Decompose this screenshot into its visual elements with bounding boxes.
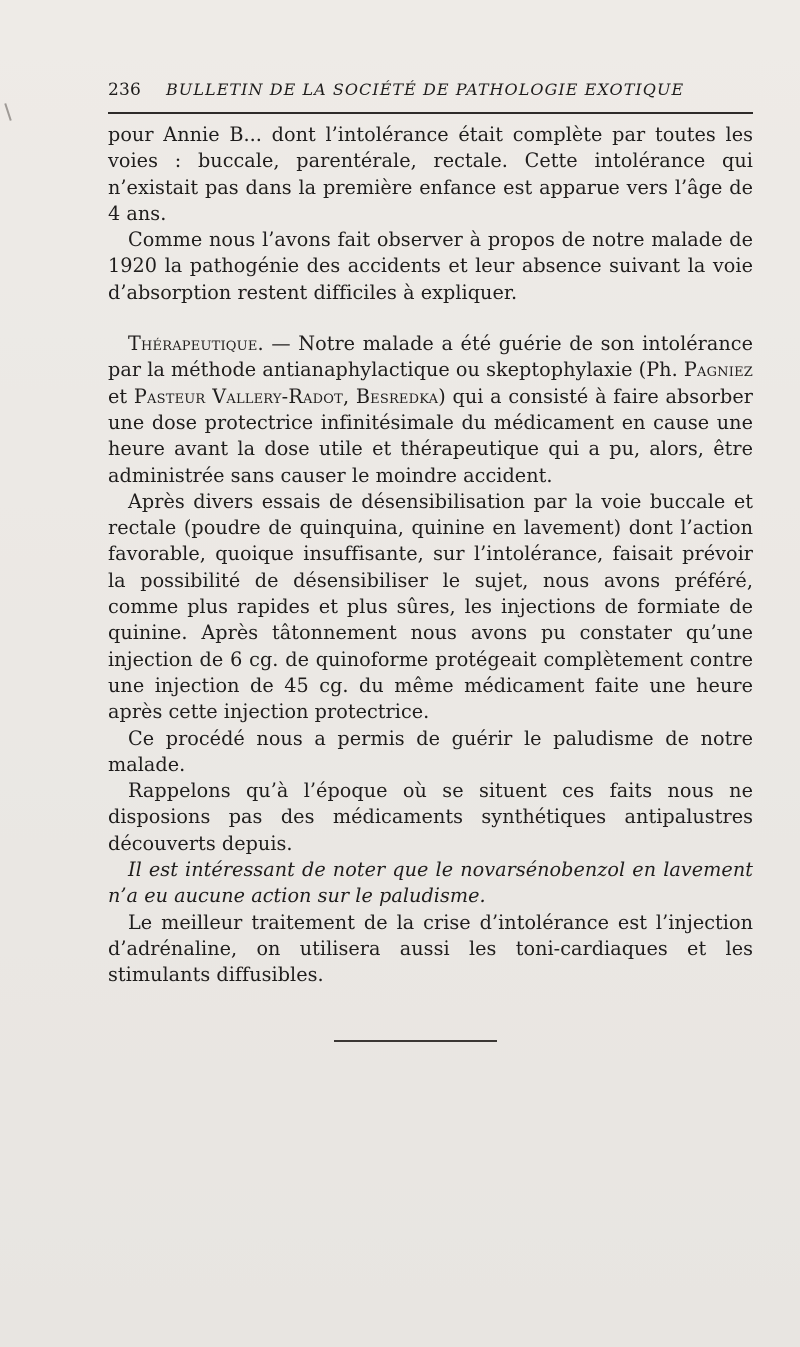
journal-title: BULLETIN DE LA SOCIÉTÉ DE PATHOLOGIE EXOTIQUE: [166, 80, 685, 99]
page-header: [108, 78, 753, 106]
margin-mark: [4, 103, 11, 121]
author-name-besredka: Besredka: [355, 384, 439, 408]
section-spacer: [108, 306, 753, 331]
header-rule: [108, 112, 753, 114]
therapeutics-text-1: — Notre malade a été guérie de son intolérance par la méthode antianaphylactique ou skeptophylaxie (Ph.: [108, 332, 753, 382]
paragraph-novarsenobenzol: Il est intéressant de noter que le novarsénobenzol en lavement n’a eu aucune action sur le paludisme.: [108, 858, 753, 908]
paragraph-cure: Ce procédé nous a permis de guérir le paludisme de notre malade.: [108, 726, 753, 776]
paragraph-therapeutics: [108, 331, 753, 489]
therapeutics-text-3: ,: [342, 384, 356, 408]
author-name-pasteur-vallery-radot: Pasteur Vallery-Radot: [133, 384, 343, 408]
therapeutics-text-2: et: [108, 384, 134, 408]
closing-rule: [334, 1040, 497, 1042]
section-label: Thérapeutique.: [128, 332, 264, 356]
paragraph-continuation: pour Annie B... dont l’intolérance était complète par toutes les voies : buccale, parentérale, rectale. Cette intolérance qui n’existait pas dans la première enfance est apparue vers l’âge de 4 ans.: [108, 123, 753, 225]
page-number: 236: [108, 80, 142, 100]
article-body: [108, 122, 753, 989]
paragraph-treatment: Le meilleur traitement de la crise d’intolérance est l’injection d’adrénaline, on utilisera aussi les toni-cardiaques et les stimulants diffusibles.: [108, 910, 753, 987]
paragraph-historical-note: Rappelons qu’à l’époque où se situent ces faits nous ne disposions pas des médicaments synthétiques antipalustres découverts depuis.: [108, 779, 753, 855]
paragraph-desensitization: Après divers essais de désensibilisation par la voie buccale et rectale (poudre de quinquina, quinine en lavement) dont l’action favorable, quoique insuffisante, sur l’intolérance, faisait prévoir la possibilité de désensibiliser le sujet, nous avons préféré, comme plus rapides et plus sûres, les injections de formiate de quinine. Après tâtonnement nous avons pu constater qu’une injection de 6 cg. de quinoforme protégeait complètement contre une injection de 45 cg. du même médicament faite une heure après cette injection protectrice.: [108, 489, 753, 724]
therapeutics-text-4: ) qui a consisté à faire absorber une dose protectrice infinitésimale du médicament en cause une heure avant la dose utile et thérapeutique qui a pu, alors, être administrée sans causer le moindre accident.: [108, 384, 753, 487]
author-name-pagniez: Pagniez: [683, 358, 753, 382]
paragraph-pathogenesis: Comme nous l’avons fait observer à propos de notre malade de 1920 la pathogénie des accidents et leur absence suivant la voie d’absorption restent difficiles à expliquer.: [108, 228, 753, 304]
